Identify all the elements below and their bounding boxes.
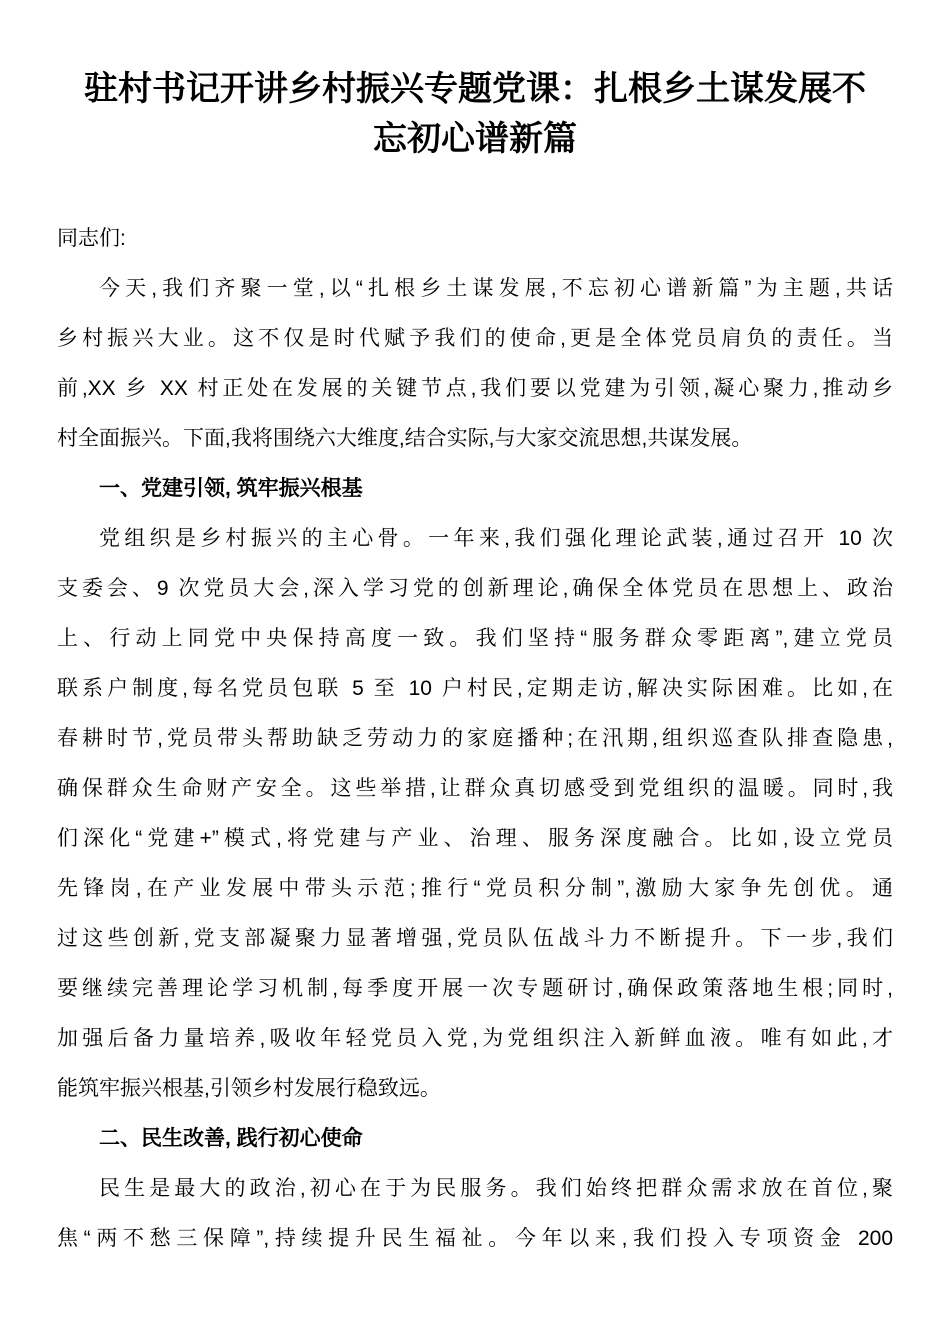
text-line: 一、党建引领, 筑牢振兴根基 xyxy=(99,477,363,500)
text-line: 民生是最大的政治,初心在于为民服务。我们始终把群众需求放在首位,聚 xyxy=(99,1177,893,1200)
text-line: 焦“两不愁三保障”,持续提升民生福祉。今年以来,我们投入专项资金 200 xyxy=(57,1227,893,1250)
text-line: 联系户制度,每名党员包联 5 至 10 户村民,定期走访,解决实际困难。比如,在 xyxy=(57,677,893,700)
text-line: 要继续完善理论学习机制,每季度开展一次专题研讨,确保政策落地生根;同时, xyxy=(57,977,893,1000)
text-line: 乡村振兴大业。这不仅是时代赋予我们的使命,更是全体党员肩负的责任。当 xyxy=(57,327,893,350)
heading xyxy=(57,1114,893,1164)
paragraph xyxy=(57,264,893,464)
text-line: 党组织是乡村振兴的主心骨。一年来,我们强化理论武装,通过召开 10 次 xyxy=(99,527,893,550)
document-title xyxy=(57,64,893,164)
document-title-line-1: 驻村书记开讲乡村振兴专题党课：扎根乡土谋发展不 xyxy=(84,70,866,108)
text-line: 二、民生改善, 践行初心使命 xyxy=(99,1127,363,1150)
document-body xyxy=(57,214,893,1264)
text-line: 春耕时节,党员带头帮助缺乏劳动力的家庭播种;在汛期,组织巡查队排查隐患, xyxy=(57,727,893,750)
text-line: 确保群众生命财产安全。这些举措,让群众真切感受到党组织的温暖。同时,我 xyxy=(57,777,893,800)
paragraph xyxy=(57,514,893,1114)
text-line: 今天,我们齐聚一堂,以“扎根乡土谋发展,不忘初心谱新篇”为主题,共话 xyxy=(99,277,893,300)
text-line: 前,XX 乡 XX 村正处在发展的关键节点,我们要以党建为引领,凝心聚力,推动乡 xyxy=(57,377,893,400)
text-line: 加强后备力量培养,吸收年轻党员入党,为党组织注入新鲜血液。唯有如此,才 xyxy=(57,1027,893,1050)
text-line: 能筑牢振兴根基,引领乡村发展行稳致远。 xyxy=(57,1077,441,1100)
text-line: 村全面振兴。下面,我将围绕六大维度,结合实际,与大家交流思想,共谋发展。 xyxy=(57,427,753,450)
paragraph xyxy=(57,1164,893,1264)
text-line: 支委会、9 次党员大会,深入学习党的创新理论,确保全体党员在思想上、政治 xyxy=(57,577,893,600)
text-line: 们深化“党建+”模式,将党建与产业、治理、服务深度融合。比如,设立党员 xyxy=(57,827,893,850)
text-line: 上、行动上同党中央保持高度一致。我们坚持“服务群众零距离”,建立党员 xyxy=(57,627,893,650)
text-line: 同志们: xyxy=(57,227,126,250)
salutation xyxy=(57,214,893,264)
text-line: 过这些创新,党支部凝聚力显著增强,党员队伍战斗力不断提升。下一步,我们 xyxy=(57,927,893,950)
document-title-line-2: 忘初心谱新篇 xyxy=(373,120,577,158)
heading xyxy=(57,464,893,514)
text-line: 先锋岗,在产业发展中带头示范;推行“党员积分制”,激励大家争先创优。通 xyxy=(57,877,893,900)
